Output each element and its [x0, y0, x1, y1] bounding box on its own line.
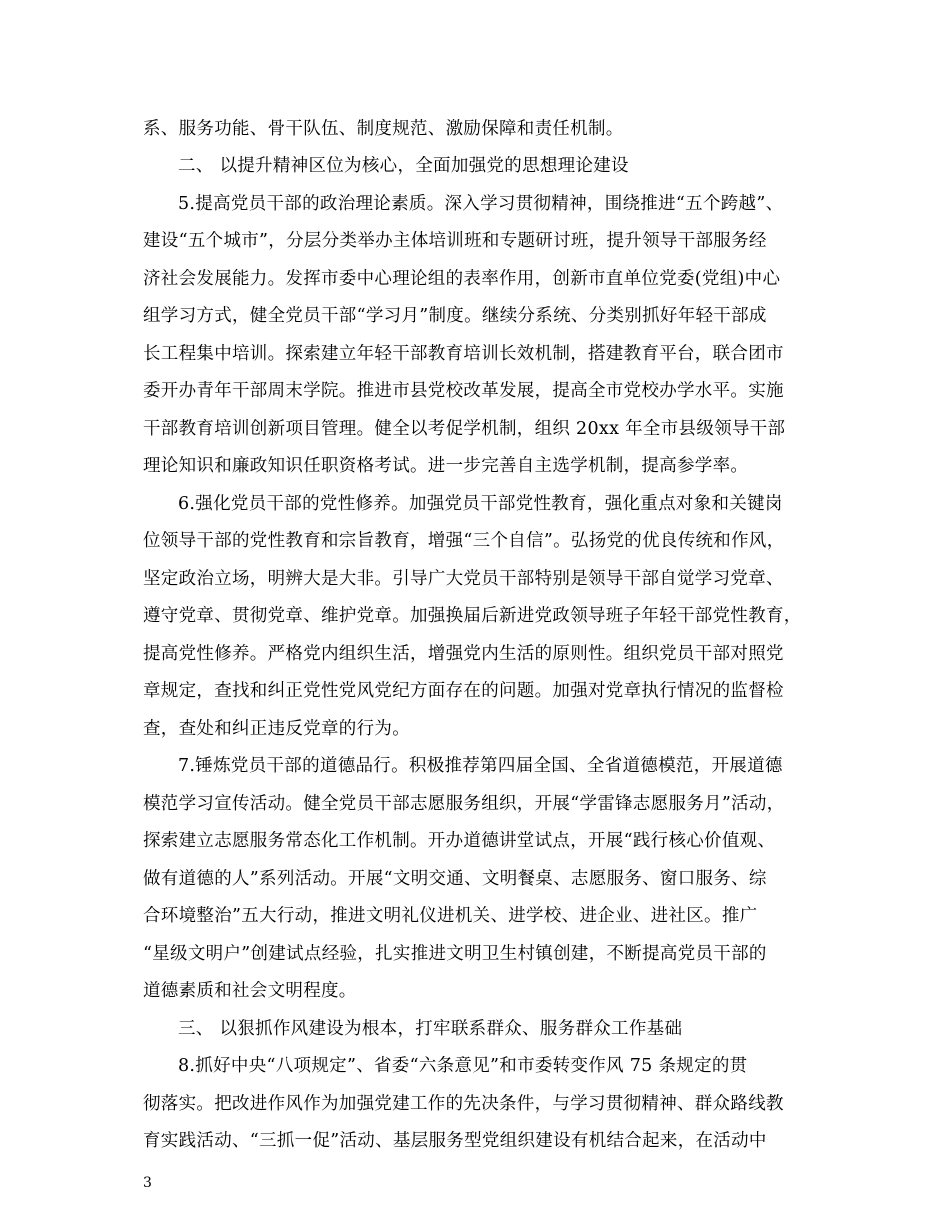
text-line: 6.强化党员干部的党性修养。加强党员干部党性教育，强化重点对象和关键岗	[178, 494, 783, 514]
text-line: 建设“五个城市”，分层分类举办主体培训班和专题研讨班，提升领导干部服务经	[143, 231, 767, 251]
section-heading: 二、 以提升精神区位为核心，全面加强党的思想理论建设	[178, 156, 629, 176]
text-line: 做有道德的人”系列活动。开展“文明交通、文明餐桌、志愿服务、窗口服务、综	[143, 869, 767, 889]
text-line: 济社会发展能力。发挥市委中心理论组的表率作用，创新市直单位党委(党组)中心	[143, 269, 781, 289]
text-line: 5.提高党员干部的政治理论素质。深入学习贯彻精神，围绕推进“五个跨越”、	[178, 194, 784, 214]
text-line: 8.抓好中央“八项规定”、省委“六条意见”和市委转变作风 75 条规定的贯	[178, 1056, 748, 1076]
text-line: 坚定政治立场，明辨大是大非。引导广大党员干部特别是领导干部自觉学习党章、	[143, 569, 784, 589]
text-line: 委开办青年干部周末学院。推进市县党校改革发展，提高全市党校办学水平。实施	[143, 381, 784, 401]
text-line: 组学习方式，健全党员干部“学习月”制度。继续分系统、分类别抓好年轻干部成	[143, 306, 767, 326]
text-line: 提高党性修养。严格党内组织生活，增强党内生活的原则性。组织党员干部对照党	[143, 644, 784, 664]
text-line: 位领导干部的党性教育和宗旨教育，增强“三个自信”。弘扬党的优良传统和作风，	[143, 531, 785, 551]
text-line: 查，查处和纠正违反党章的行为。	[143, 719, 410, 739]
text-line: 彻落实。把改进作风作为加强党建工作的先决条件，与学习贯彻精神、群众路线教	[143, 1094, 784, 1114]
text-line: 章规定，查找和纠正党性党风党纪方面存在的问题。加强对党章执行情况的监督检	[143, 681, 784, 701]
text-line: 系、服务功能、骨干队伍、制度规范、激励保障和责任机制。	[143, 119, 624, 139]
text-line: 合环境整治”五大行动，推进文明礼仪进机关、进学校、进企业、进社区。推广	[143, 906, 758, 926]
text-line: “星级文明户”创建试点经验，扎实推进文明卫生村镇创建，不断提高党员干部的	[143, 944, 767, 964]
text-line: 育实践活动、“三抓一促”活动、基层服务型党组织建设有机结合起来，在活动中	[143, 1131, 767, 1151]
text-line: 干部教育培训创新项目管理。健全以考促学机制，组织 20xx 年全市县级领导干部	[143, 419, 786, 439]
text-line: 道德素质和社会文明程度。	[143, 981, 357, 1001]
text-line: 探索建立志愿服务常态化工作机制。开办道德讲堂试点，开展“践行核心价值观、	[143, 831, 776, 851]
section-heading: 三、 以狠抓作风建设为根本，打牢联系群众、服务群众工作基础	[178, 1019, 683, 1039]
text-line: 遵守党章、贯彻党章、维护党章。加强换届后新进党政领导班子年轻干部党性教育，	[143, 606, 802, 626]
text-line: 理论知识和廉政知识任职资格考试。进一步完善自主选学机制，提高参学率。	[143, 456, 749, 476]
text-line: 7.锤炼党员干部的道德品行。积极推荐第四届全国、全省道德模范，开展道德	[178, 756, 783, 776]
text-line: 模范学习宣传活动。健全党员干部志愿服务组织，开展“学雷锋志愿服务月”活动，	[143, 794, 785, 814]
page-number: 3	[143, 1175, 152, 1191]
text-line: 长工程集中培训。探索建立年轻干部教育培训长效机制，搭建教育平台，联合团市	[143, 344, 784, 364]
